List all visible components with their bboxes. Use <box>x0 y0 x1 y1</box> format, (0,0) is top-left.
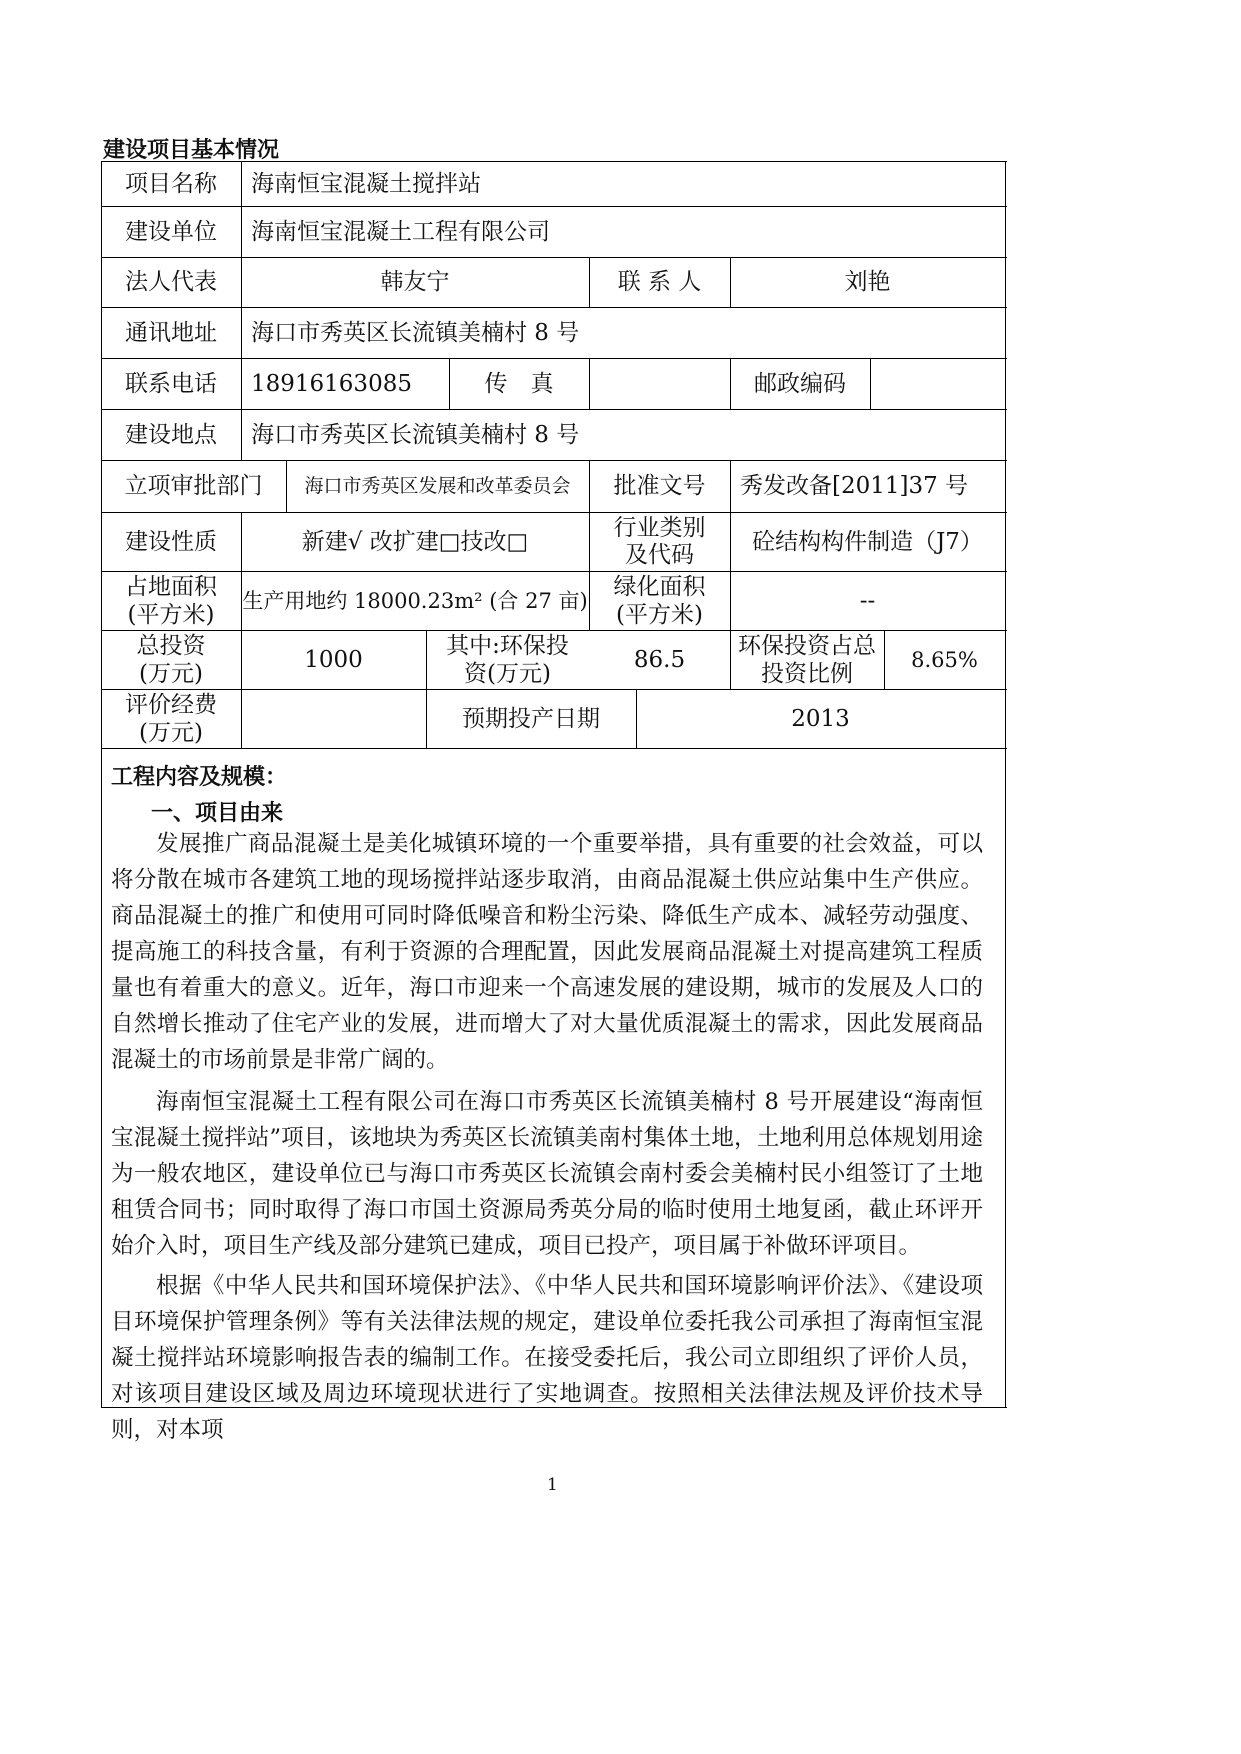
project-name-value: 海南恒宝混凝土搅拌站 <box>251 170 481 197</box>
builder-value: 海南恒宝混凝土工程有限公司 <box>251 218 550 245</box>
content-heading: 工程内容及规模： <box>111 765 288 790</box>
legal-rep-value: 韩友宁 <box>380 269 450 295</box>
paragraph-3: 根据《中华人民共和国环境保护法》、《中华人民共和国环境影响评价法》、《建设项目环境保护管理条例》等有关法律法规的规定，建设单位委托我公司承担了海南恒宝混凝土搅拌站环境影响报告表的编制工作。在接受委托后，我公司立即组织了评价人员，对该项目建设区域及周边环境现状进行了实地调查。按照相关法律法规及评价技术导则，对本项 <box>111 1273 983 1443</box>
green-label <box>589 571 730 630</box>
industry-label-line2: 及代码 <box>625 541 694 568</box>
site-value: 海口市秀英区长流镇美楠村 8 号 <box>251 421 580 448</box>
fax-value <box>589 358 730 409</box>
industry-label <box>589 512 730 571</box>
invest-value: 1000 <box>304 646 363 673</box>
env-invest-label-line1: 其中:环保投 <box>446 632 569 659</box>
area-label-line1: 占地面积 <box>125 573 217 600</box>
address-value: 海口市秀英区长流镇美楠村 8 号 <box>251 319 580 346</box>
postcode-value <box>870 358 1005 409</box>
project-name-label: 项目名称 <box>125 170 217 197</box>
invest-label-line2: (万元) <box>139 660 203 687</box>
page-number: 1 <box>547 1475 558 1495</box>
env-invest-label-line2: 资(万元) <box>464 660 551 687</box>
eval-fee-label <box>101 689 241 748</box>
prod-date-value: 2013 <box>791 705 850 732</box>
eval-fee-label-line2: (万元) <box>139 719 203 746</box>
prod-date-label: 预期投产日期 <box>462 705 600 732</box>
builder-label: 建设单位 <box>125 218 217 245</box>
contact-value: 刘艳 <box>844 269 891 295</box>
invest-label-line1: 总投资 <box>136 632 206 659</box>
page-title: 建设项目基本情况 <box>103 138 280 163</box>
industry-value: 砼结构构件制造（J7） <box>752 528 983 555</box>
paragraph-2: 海南恒宝混凝土工程有限公司在海口市秀英区长流镇美楠村 8 号开展建设“海南恒宝混凝土搅拌站”项目，该地块为秀英区长流镇美南村集体土地，土地利用总体规划用途为一般农地区，建设单位已与海口市秀英区长流镇会南村委会美楠村民小组签订了土地租赁合同书；同时取得了海口市国土资源局秀英分局的临时使用土地复函，截止环评开始介入时，项目生产线及部分建筑已建成，项目已投产，项目属于补做环评项目。 <box>111 1089 983 1259</box>
eval-fee-value <box>241 689 426 748</box>
area-value: 生产用地约 18000.23m² (合 27 亩) <box>242 588 588 613</box>
phone-label: 联系电话 <box>125 370 217 397</box>
eval-fee-label-line1: 评价经费 <box>125 691 217 718</box>
green-label-line1: 绿化面积 <box>613 573 706 600</box>
invest-label <box>101 630 241 689</box>
legal-rep-label: 法人代表 <box>125 269 217 295</box>
industry-label-line1: 行业类别 <box>613 514 706 541</box>
area-label <box>101 571 241 630</box>
approval-dept-value: 海口市秀英区发展和改革委员会 <box>304 475 571 497</box>
ratio-label <box>730 630 884 689</box>
approval-no-label: 批准文号 <box>613 473 706 499</box>
env-invest-value: 86.5 <box>633 646 686 673</box>
green-value: -- <box>859 587 876 614</box>
fax-label: 传 真 <box>484 370 554 397</box>
contact-label: 联 系 人 <box>617 269 702 295</box>
area-label-line2: (平方米) <box>127 601 215 628</box>
phone-value: 18916163085 <box>251 370 412 397</box>
nature-value: 新建√ 改扩建□技改□ <box>301 528 529 555</box>
approval-dept-label: 立项审批部门 <box>124 473 263 499</box>
section-subheading: 一、项目由来 <box>151 801 284 826</box>
address-label: 通讯地址 <box>125 319 217 346</box>
env-invest-label <box>426 630 589 689</box>
green-label-line2: (平方米) <box>616 601 703 628</box>
approval-no-value: 秀发改备[2011]37 号 <box>740 473 969 499</box>
site-label: 建设地点 <box>125 421 217 448</box>
ratio-label-line2: 投资比例 <box>761 660 853 687</box>
nature-label: 建设性质 <box>125 528 217 555</box>
paragraph-1: 发展推广商品混凝土是美化城镇环境的一个重要举措，具有重要的社会效益，可以将分散在城市各建筑工地的现场搅拌站逐步取消，由商品混凝土供应站集中生产供应。商品混凝土的推广和使用可同时降低噪音和粉尘污染、降低生产成本、减轻劳动强度、提高施工的科技含量，有利于资源的合理配置，因此发展商品混凝土对提高建筑工程质量也有着重大的意义。近年，海口市迎来一个高速发展的建设期，城市的发展及人口的自然增长推动了住宅产业的发展，进而增大了对大量优质混凝土的需求，因此发展商品混凝土的市场前景是非常广阔的。 <box>111 831 983 1073</box>
ratio-label-line1: 环保投资占总 <box>738 632 876 659</box>
postcode-label: 邮政编码 <box>754 370 846 397</box>
ratio-value: 8.65% <box>911 647 978 672</box>
